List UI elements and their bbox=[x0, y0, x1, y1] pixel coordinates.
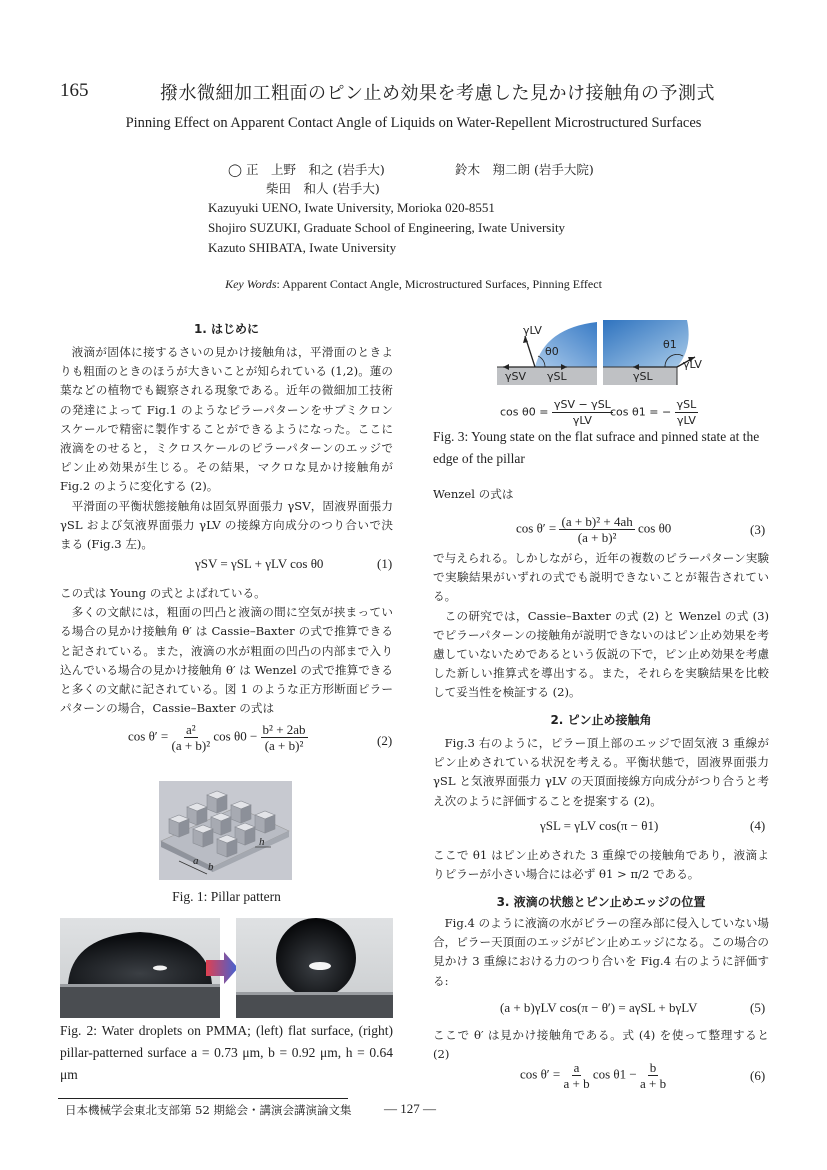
equation-2-fraction-2 bbox=[261, 722, 308, 753]
equation-6-mid: cos θ1 − bbox=[592, 1066, 637, 1082]
equation-5: (a + b)γLV cos(π − θ′) = aγSL + bγLV bbox=[500, 1000, 698, 1015]
paragraph-9: Fig.4 のように液滴の水がピラーの窪み部に侵入していない場合，ピラー天頂面のエッジがピン止めエッジになる。この場合の見かけ 3 重線における力のつり合いを Fig.4 右のように評価する: bbox=[433, 916, 769, 988]
equation-6-f1-den: a + b bbox=[563, 1076, 590, 1091]
paragraph-4: 多くの文献には，粗面の凹凸と液滴の間に空気が挟まっている場合の見かけ接触角 θ′ は Cassie–Baxter の式で推算できると記されている。また，液滴の水が粗面の凹凸の内部まで入り込んでいる場合の見かけ接触角 θ′ は Wenzel の式で推算できると多くの文献に記されている。図 1 のような正方形断面ピラーパターンの場合，Cassie–Baxter の式は bbox=[60, 605, 393, 716]
equation-5-number: (5) bbox=[750, 1000, 766, 1015]
equation-2-f1-num: a² bbox=[185, 722, 196, 737]
figure-3-label-gamma-lv-left: γLV bbox=[523, 324, 542, 337]
footer-page-number: — 127 — bbox=[384, 1101, 436, 1116]
equation-3-number: (3) bbox=[750, 522, 766, 537]
author-line-2: 柴田 和人 (岩手大) bbox=[266, 181, 380, 196]
affiliation-1: Kazuyuki UENO, Iwate University, Morioka 020-8551 bbox=[208, 200, 495, 215]
figure-3-eq-right-num: γSL bbox=[676, 398, 697, 411]
figure-3-label-gamma-sl-left: γSL bbox=[547, 370, 567, 383]
equation-4-number: (4) bbox=[750, 818, 766, 833]
equation-6-lhs: cos θ′ = bbox=[520, 1066, 561, 1082]
title-japanese: 撥水微細加工粗面のピン止め効果を考慮した見かけ接触角の予測式 bbox=[160, 83, 715, 104]
equation-6-f2-num: b bbox=[649, 1060, 657, 1075]
paragraph-8: ここで θ1 はピン止めされた 3 重線での接触角であり，液滴よりピラーが小さい場合には必ず θ1 > π/2 である。 bbox=[433, 848, 769, 882]
paragraph-6: この研究では，Cassie–Baxter の式 (2) と Wenzel の式 (3) でピラーパターンの接触角が説明できないのはピン止め効果を考慮していないためであるという仮説の下で，ピン止め効果を考慮した新しい推算式を導出する。また，それらを実験結果を比較して妥当性を検証する (2)。 bbox=[433, 608, 769, 700]
wenzel-intro-text: Wenzel の式は bbox=[433, 487, 514, 501]
equation-2-mid: cos θ0 − bbox=[213, 728, 258, 744]
figure-1-pillar-pattern bbox=[159, 781, 292, 880]
equation-3-rhs: cos θ0 bbox=[638, 520, 672, 536]
figure-3-equation-right bbox=[610, 397, 698, 428]
affiliation-2: Shojiro SUZUKI, Graduate School of Engineering, Iwate University bbox=[208, 220, 566, 235]
author-line-1-left: ◯ 正 上野 和之 (岩手大) bbox=[228, 162, 385, 177]
keywords-label: Key Words bbox=[225, 277, 277, 291]
equation-2-number: (2) bbox=[377, 733, 393, 748]
equation-4: γSL = γLV cos(π − θ1) bbox=[540, 818, 659, 833]
figure-3-eq-right-lhs: cos θ1 = − bbox=[610, 405, 672, 419]
figure-3-eq-left-lhs: cos θ0 = bbox=[500, 405, 549, 419]
footer-proceedings: 日本機械学会東北支部第 52 期総会・講演会講演論文集 bbox=[65, 1103, 352, 1117]
figure-3-eq-right-den: γLV bbox=[677, 414, 696, 427]
figure-2-transition-arrow bbox=[206, 950, 238, 986]
right-column-text-1 bbox=[433, 549, 769, 703]
figure-3-pinned-state-diagram bbox=[603, 320, 703, 386]
section-3-heading: 3. 液滴の状態とピン止めエッジの位置 bbox=[496, 895, 706, 909]
paragraph-10: ここで θ′ は見かけ接触角である。式 (4) を使って整理すると (2) bbox=[433, 1028, 769, 1062]
equation-1-number: (1) bbox=[377, 556, 393, 571]
equation-6-f1-num: a bbox=[573, 1060, 580, 1075]
keywords-text: : Apparent Contact Angle, Microstructured Surfaces, Pinning Effect bbox=[276, 277, 602, 291]
right-column-text-5 bbox=[433, 1026, 769, 1064]
figure-3-eq-left-num: γSV − γSL bbox=[553, 398, 611, 411]
equation-2-lhs: cos θ′ = bbox=[128, 728, 169, 744]
equation-6 bbox=[520, 1060, 666, 1091]
figure-3-label-gamma-sl-right: γSL bbox=[633, 370, 653, 383]
figure-1-label-b: b bbox=[208, 861, 214, 873]
keywords bbox=[0, 277, 827, 292]
equation-2-f2-den: (a + b)² bbox=[264, 738, 304, 753]
figure-3-label-theta1: θ1 bbox=[663, 338, 677, 351]
equation-6-f2-den: a + b bbox=[639, 1076, 667, 1091]
paragraph-3: この式は Young の式とよばれている。 bbox=[60, 586, 266, 600]
paragraph-7: Fig.3 右のように，ピラー頂上部のエッジで固気液 3 重線がピン止めされている状況を考える。平衡状態で，固液界面張力 γSL と気液界面張力 γLV の天頂面接線方向成分がつり合うと考え次のように評価することを提案する (2)。 bbox=[433, 736, 769, 808]
wenzel-intro bbox=[433, 485, 769, 504]
figure-1-caption: Fig. 1: Pillar pattern bbox=[172, 889, 281, 904]
figure-3-label-gamma-sv: γSV bbox=[505, 370, 527, 383]
paragraph-5: で与えられる。しかしながら，近年の複数のピラーパターン実験で実験結果がいずれの式でも説明できないことが報告されている。 bbox=[433, 551, 769, 604]
figure-3-eq-right-fraction bbox=[675, 397, 699, 428]
paper-number: 165 bbox=[60, 80, 89, 101]
figure-3-label-theta0: θ0 bbox=[545, 345, 559, 358]
left-column-text-1 bbox=[60, 343, 393, 554]
equation-2-fraction-1 bbox=[171, 722, 210, 753]
equation-3-denominator: (a + b)² bbox=[577, 530, 617, 545]
figure-2-pillar-droplet-photo bbox=[236, 918, 393, 1018]
equation-3-lhs: cos θ′ = bbox=[516, 520, 557, 536]
equation-2 bbox=[128, 722, 308, 753]
section-2-heading: 2. ピン止め接触角 bbox=[550, 713, 652, 727]
equation-3-numerator: (a + b)² + 4ah bbox=[561, 514, 633, 529]
equation-6-fraction-2 bbox=[640, 1060, 666, 1091]
equation-3 bbox=[516, 514, 671, 545]
equation-2-f2-num: b² + 2ab bbox=[262, 722, 306, 737]
figure-3-eq-left-fraction bbox=[552, 397, 613, 428]
paragraph-1: 液滴が固体に接するさいの見かけ接触角は，平滑面のときよりも粗面のときのほうが大きいことが知られている (1,2)。蓮の葉などの植物でも観察される現象である。近年の微細加工技術の発達によって Fig.1 のようなピラーパターンをサブミクロンスケールで精密に製作することができるようになった。ここに液滴をのせると，ミクロスケールのピラーパターンのエッジでピン止め効果が生じる。その結果，マクロな見かけ接触角が Fig.2 のように変化する (2)。 bbox=[60, 345, 393, 494]
right-column-text-2 bbox=[433, 734, 769, 811]
right-column-text-4 bbox=[433, 914, 769, 991]
figure-2-flat-droplet-photo bbox=[60, 918, 220, 1018]
figure-3-eq-left-den: γLV bbox=[572, 414, 592, 427]
equation-6-fraction-1 bbox=[563, 1060, 589, 1091]
section-1-heading: 1. はじめに bbox=[193, 322, 260, 336]
footer-rule bbox=[58, 1098, 348, 1099]
figure-2-caption: Fig. 2: Water droplets on PMMA; (left) flat surface, (right) pillar-patterned surface a = 0.73 μm, b = 0.92 μm, h = 0.64 μm bbox=[60, 1023, 393, 1082]
figure-1-label-a: a bbox=[193, 855, 199, 867]
paragraph-2: 平滑面の平衡状態接触角は固気界面張力 γSV，固液界面張力 γSL および気液界面張力 γLV の接線方向成分のつり合いで決まる (Fig.3 左)。 bbox=[60, 498, 393, 552]
equation-2-f1-den: (a + b)² bbox=[171, 738, 211, 753]
figure-3-equation-left bbox=[500, 397, 613, 428]
equation-3-fraction bbox=[559, 514, 634, 545]
figure-3-young-state-diagram bbox=[497, 320, 597, 386]
figure-3-label-gamma-lv-right: γLV bbox=[683, 358, 702, 371]
author-line-1-right: 鈴木 翔二朗 (岩手大院) bbox=[455, 162, 594, 177]
right-column-text-3 bbox=[433, 846, 769, 884]
equation-1: γSV = γSL + γLV cos θ0 bbox=[195, 556, 324, 571]
left-column-text-2 bbox=[60, 584, 393, 718]
figure-1-label-h: h bbox=[259, 836, 265, 848]
title-english: Pinning Effect on Apparent Contact Angle of Liquids on Water-Repellent Microstructured Surfaces bbox=[125, 115, 702, 131]
figure-3-caption: Fig. 3: Young state on the flat sufrace and pinned state at the edge of the pillar bbox=[433, 429, 760, 466]
equation-6-number: (6) bbox=[750, 1068, 766, 1083]
affiliation-3: Kazuto SHIBATA, Iwate University bbox=[208, 240, 397, 255]
